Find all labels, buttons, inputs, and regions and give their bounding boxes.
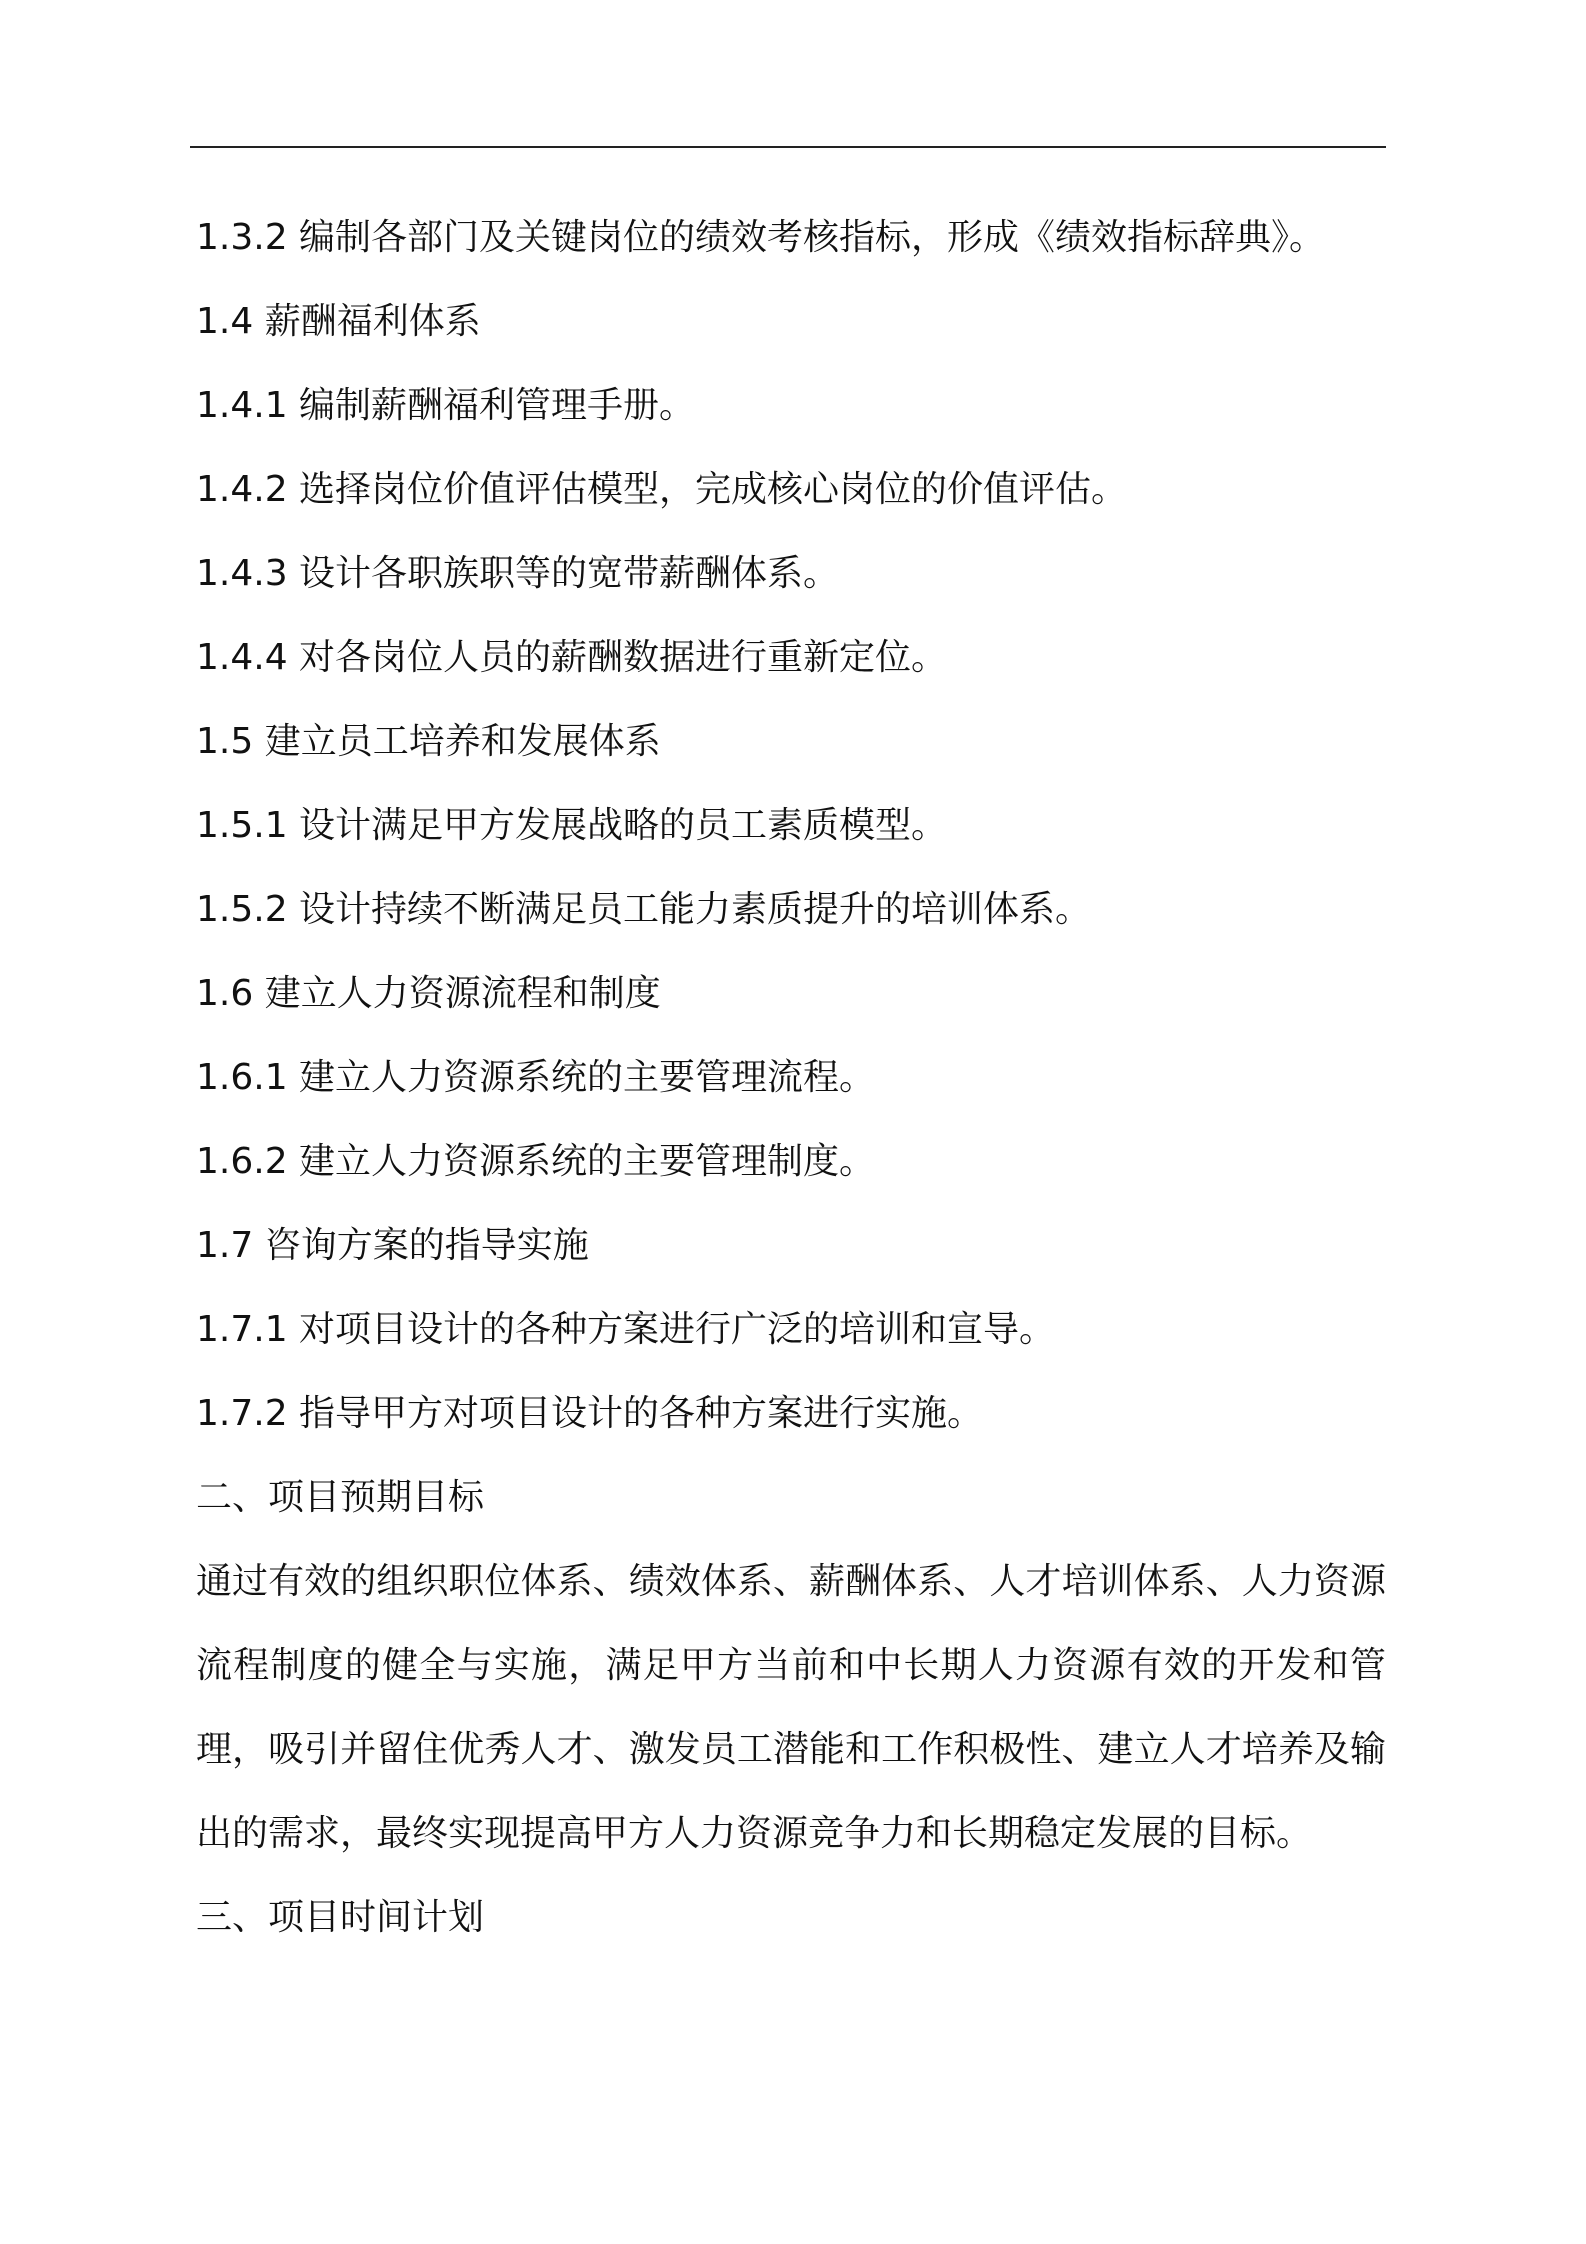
item-1-6-2: 1.6.2 建立人力资源系统的主要管理制度。	[196, 1141, 876, 1182]
section-two-heading: 二、项目预期目标	[196, 1477, 485, 1518]
item-1-5-1: 1.5.1 设计满足甲方发展战略的员工素质模型。	[196, 805, 948, 846]
item-1-7-2: 1.7.2 指导甲方对项目设计的各种方案进行实施。	[196, 1393, 984, 1434]
item-1-4-2: 1.4.2 选择岗位价值评估模型，完成核心岗位的价值评估。	[196, 469, 1128, 510]
goal-paragraph: 通过有效的组织职位体系、绩效体系、薪酬体系、人才培训体系、人力资源流程制度的健全与实施，满足甲方当前和中长期人力资源有效的开发和管理，吸引并留住优秀人才、激发员工潜能和工作积极性、建立人才培养及输出的需求，最终实现提高甲方人力资源竞争力和长期稳定发展的目标。	[196, 1561, 1386, 1854]
section-three-heading: 三、项目时间计划	[196, 1897, 485, 1938]
item-1-4-4: 1.4.4 对各岗位人员的薪酬数据进行重新定位。	[196, 637, 948, 678]
section-1-4-heading: 1.4 薪酬福利体系	[196, 301, 481, 342]
document-body	[196, 196, 1386, 1960]
item-1-7-1: 1.7.1 对项目设计的各种方案进行广泛的培训和宣导。	[196, 1309, 1056, 1350]
item-1-4-3: 1.4.3 设计各职族职等的宽带薪酬体系。	[196, 553, 840, 594]
item-1-3-2: 1.3.2 编制各部门及关键岗位的绩效考核指标，形成《绩效指标辞典》。	[196, 217, 1326, 258]
item-1-5-2: 1.5.2 设计持续不断满足员工能力素质提升的培训体系。	[196, 889, 1092, 930]
section-1-7-heading: 1.7 咨询方案的指导实施	[196, 1225, 589, 1266]
section-1-6-heading: 1.6 建立人力资源流程和制度	[196, 973, 661, 1014]
item-1-4-1: 1.4.1 编制薪酬福利管理手册。	[196, 385, 696, 426]
item-1-6-1: 1.6.1 建立人力资源系统的主要管理流程。	[196, 1057, 876, 1098]
header-rule	[190, 146, 1386, 148]
section-1-5-heading: 1.5 建立员工培养和发展体系	[196, 721, 661, 762]
